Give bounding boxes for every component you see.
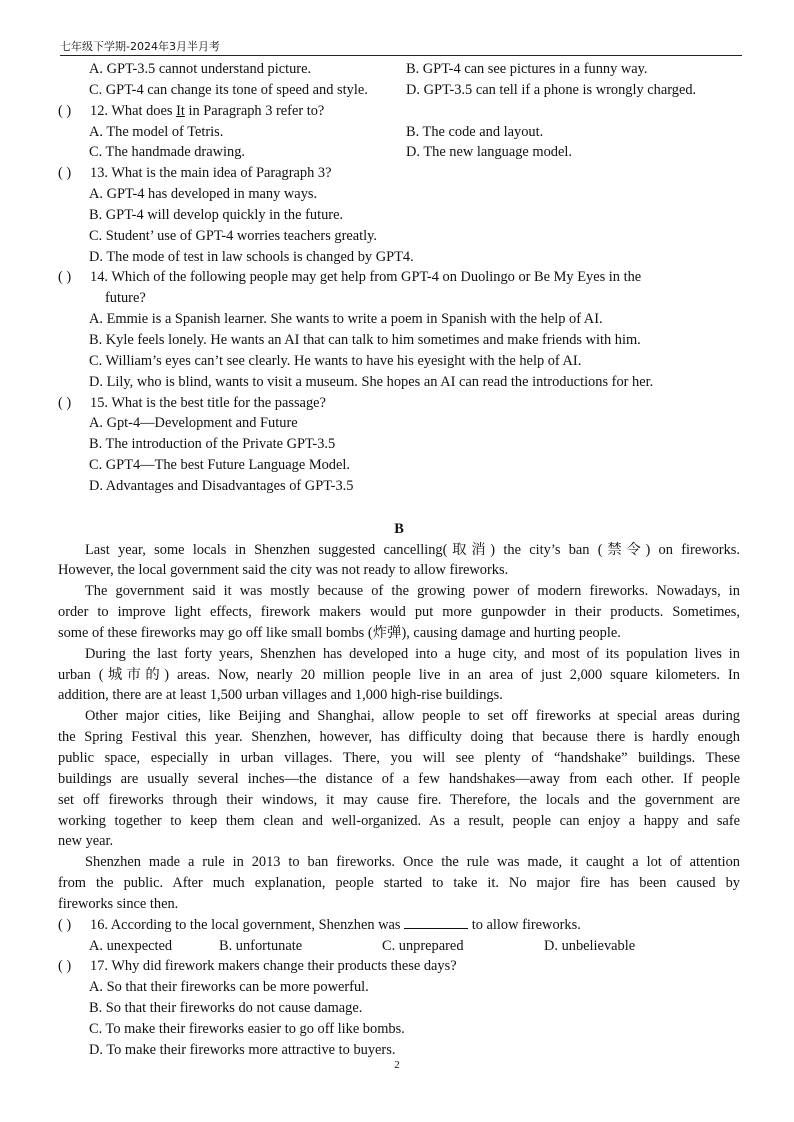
passage-line: However, the local government said the city was not ready to allow fireworks. (58, 562, 509, 579)
q16-stem-pre: 16. According to the local government, Shenzhen was (90, 916, 405, 933)
q16-option-c: C. unprepared (382, 937, 464, 954)
q14-option-c: C. William’s eyes can’t see clearly. He wants to have his eyesight with the help of AI. (89, 352, 582, 369)
passage-line: from the public. After much explanation, people started to take it. No major fire has been caused by (58, 875, 740, 892)
passage-line: buildings are usually several inches—the distance of a few handshakes—away from each other. If people (58, 770, 740, 787)
q12-option-b: B. The code and layout. (406, 123, 544, 140)
answer-paren[interactable]: ( ) (58, 102, 72, 119)
q17-option-d: D. To make their fireworks more attractive to buyers. (89, 1041, 396, 1058)
q14-stem-text: 14. Which of the following people may get help from GPT-4 on Duolingo or Be My Eyes in the (90, 269, 642, 286)
q15-stem-text: 15. What is the best title for the passage? (90, 394, 326, 411)
q17-option-a: A. So that their fireworks can be more powerful. (89, 979, 369, 996)
q15-stem (58, 393, 740, 414)
passage-line: The government said it was mostly because of the growing power of modern fireworks. Nowadays, in (85, 583, 740, 600)
passage-line: addition, there are at least 1,500 urban villages and 1,000 high-rise buildings. (58, 687, 503, 704)
passage-line: fireworks since then. (58, 895, 179, 912)
q15-option-d: D. Advantages and Disadvantages of GPT-3.5 (89, 477, 354, 494)
answer-paren[interactable]: ( ) (58, 958, 72, 975)
section-b-heading: B (394, 520, 404, 537)
page-content (58, 59, 740, 1061)
q16-stem-post: to allow fireworks. (468, 916, 581, 933)
answer-paren[interactable]: ( ) (58, 394, 72, 411)
q16-options-row (58, 936, 740, 957)
q13-option-c: C. Student’ use of GPT-4 worries teachers greatly. (89, 227, 378, 244)
q12-options-row-1 (58, 122, 740, 143)
q14-stem-continuation: future? (105, 290, 146, 307)
fill-in-blank[interactable] (404, 915, 468, 929)
q12-options-row-2 (58, 142, 740, 163)
passage-line: set off fireworks through their windows, it may cause fire. Therefore, the locals and the government are (58, 791, 740, 808)
q11-options-row-1 (58, 59, 740, 80)
answer-paren[interactable]: ( ) (58, 165, 72, 182)
passage-line: some of these fireworks may go off like small bombs (炸弹), causing damage and hurting people. (58, 624, 621, 641)
q13-stem (58, 163, 740, 184)
q11-option-d: D. GPT-3.5 can tell if a phone is wrongly charged. (406, 81, 697, 98)
passage-line: new year. (58, 833, 114, 850)
q12-option-d: D. The new language model. (406, 144, 572, 161)
q15-option-c: C. GPT4—The best Future Language Model. (89, 457, 350, 474)
q13-option-d: D. The mode of test in law schools is changed by GPT4. (89, 248, 414, 265)
q11-options-row-2 (58, 80, 740, 101)
q17-option-b: B. So that their fireworks do not cause damage. (89, 1000, 363, 1017)
passage-line: Other major cities, like Beijing and Shanghai, allow people to set off fireworks at special areas during (85, 708, 740, 725)
q12-stem-pre: 12. What does (90, 102, 177, 119)
passage-line: the Spring Festival this year. Shenzhen, however, has difficulty doing that because there is hardly enough (58, 729, 740, 746)
q15-option-b: B. The introduction of the Private GPT-3.5 (89, 436, 336, 453)
q17-option-c: C. To make their fireworks easier to go off like bombs. (89, 1020, 405, 1037)
q12-option-a: A. The model of Tetris. (89, 123, 224, 140)
q17-stem-text: 17. Why did firework makers change their products these days? (90, 958, 457, 975)
q11-option-b: B. GPT-4 can see pictures in a funny way. (406, 61, 648, 77)
passage-line: working together to keep them clean and well-organized. As a result, people can enjoy a happy and safe (58, 812, 740, 829)
q12-underlined-word: It (176, 102, 185, 119)
q12-stem-post: in Paragraph 3 refer to? (184, 102, 325, 119)
q14-option-d: D. Lily, who is blind, wants to visit a museum. She hopes an AI can read the introductions for her. (89, 373, 654, 390)
passage-line: Shenzhen made a rule in 2013 to ban fireworks. Once the rule was made, it caught a lot of attention (85, 854, 740, 871)
q13-stem-text: 13. What is the main idea of Paragraph 3? (90, 165, 332, 182)
q13-option-b: B. GPT-4 will develop quickly in the future. (89, 206, 344, 223)
page-number: 2 (394, 1059, 400, 1071)
q17-stem (58, 956, 740, 977)
q12-option-c: C. The handmade drawing. (89, 144, 245, 161)
q12-stem (58, 101, 740, 122)
passage-line: public space, especially in urban villages. There, you will see plenty of “handshake” buildings. These (58, 750, 740, 766)
q11-option-a: A. GPT-3.5 cannot understand picture. (89, 61, 312, 77)
q16-stem (58, 915, 740, 936)
q15-option-a: A. Gpt-4—Development and Future (89, 415, 298, 432)
q14-stem (58, 267, 740, 288)
q14-option-a: A. Emmie is a Spanish learner. She wants to write a poem in Spanish with the help of AI. (89, 311, 603, 328)
q13-option-a: A. GPT-4 has developed in many ways. (89, 186, 318, 203)
page-header: 七年级下学期-2024年3月半月考 (60, 40, 742, 56)
passage-line: order to improve light effects, firework makers would put more gunpowder in their products. Sometimes, (58, 604, 740, 621)
passage-line: Last year, some locals in Shenzhen suggested cancelling(取消) the city’s ban (禁令) on fireworks. (85, 541, 740, 558)
answer-paren[interactable]: ( ) (58, 269, 72, 286)
answer-paren[interactable]: ( ) (58, 916, 72, 933)
passage-line: During the last forty years, Shenzhen has developed into a huge city, and most of its population lives in (85, 645, 740, 662)
q16-option-d: D. unbelievable (544, 937, 636, 954)
passage-line: urban (城市的) areas. Now, nearly 20 million people live in an area of just 2,000 square kilometers. In (58, 666, 740, 683)
q11-option-c: C. GPT-4 can change its tone of speed and style. (89, 81, 368, 98)
q16-option-a: A. unexpected (89, 937, 173, 954)
q16-option-b: B. unfortunate (219, 937, 303, 954)
q14-option-b: B. Kyle feels lonely. He wants an AI that can talk to him sometimes and make friends with him. (89, 331, 641, 348)
